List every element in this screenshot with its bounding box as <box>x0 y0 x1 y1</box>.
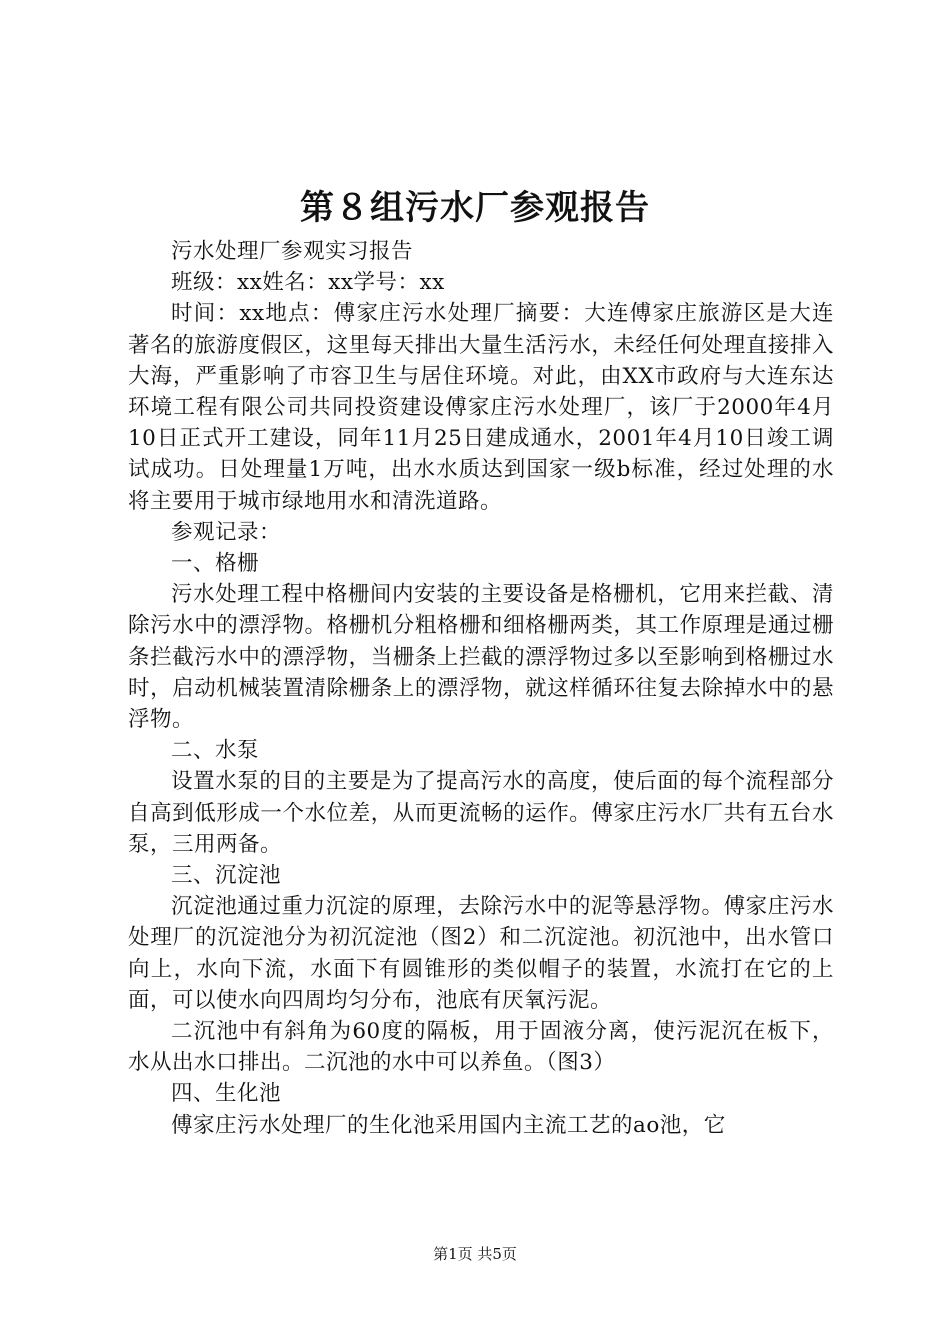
paragraph-student-info: 班级：xx姓名：xx学号：xx <box>171 270 445 296</box>
section-heading-grille: 一、格栅 <box>171 551 260 577</box>
paragraph-biochemical: 傅家庄污水处理厂的生化池采用国内主流工艺的ao池，它 <box>171 1112 726 1138</box>
document-title: 第８组污水厂参观报告 <box>300 188 650 228</box>
paragraph-pump: 设置水泵的目的主要是为了提高污水的高度，使后面的每个流程部分自高到低形成一个水位差，从而更流畅的运作。傅家庄污水厂共有五台水泵，三用两备。 <box>128 769 834 857</box>
paragraph-report-name: 污水处理厂参观实习报告 <box>171 239 414 264</box>
section-heading-sedimentation: 三、沉淀池 <box>171 863 282 889</box>
paragraph-grille: 污水处理工程中格栅间内安装的主要设备是格栅机，它用来拦截、清除污水中的漂浮物。格栅机分粗格栅和细格栅两类，其工作原理是通过栅条拦截污水中的漂浮物，当栅条上拦截的漂浮物过多以至影响到格栅过水时，启动机械装置清除栅条上的漂浮物，就这样循环往复去除掉水中的悬浮物。 <box>128 582 834 733</box>
page-footer: 第1页 共5页 <box>433 1245 517 1263</box>
paragraph-visit-record-heading: 参观记录： <box>171 519 282 545</box>
section-heading-biochemical: 四、生化池 <box>171 1081 282 1107</box>
section-heading-pump: 二、水泵 <box>171 738 260 764</box>
paragraph-sedimentation-1: 沉淀池通过重力沉淀的原理，去除污水中的泥等悬浮物。傅家庄污水处理厂的沉淀池分为初沉淀池（图2）和二沉淀池。初沉池中，出水管口向上，水向下流，水面下有圆锥形的类似帽子的装置，水流打在它的上面，可以使水向四周均匀分布，池底有厌氧污泥。 <box>128 894 834 1013</box>
paragraph-sedimentation-2: 二沉池中有斜角为60度的隔板，用于固液分离，使污泥沉在板下，水从出水口排出。二沉池的水中可以养鱼。（图3） <box>128 1019 834 1076</box>
paragraph-abstract: 时间：xx地点：傅家庄污水处理厂摘要：大连傅家庄旅游区是大连著名的旅游度假区，这里每天排出大量生活污水，未经任何处理直接排入大海，严重影响了市容卫生与居住环境。对此，由XX市政府与大连东达环境工程有限公司共同投资建设傅家庄污水处理厂，该厂于2000年4月10日正式开工建设，同年11月25日建成通水，2001年4月10日竣工调试成功。日处理量1万吨，出水水质达到国家一级b标准，经过处理的水将主要用于城市绿地用水和清洗道路。 <box>128 301 834 514</box>
document-body <box>128 236 834 1141</box>
